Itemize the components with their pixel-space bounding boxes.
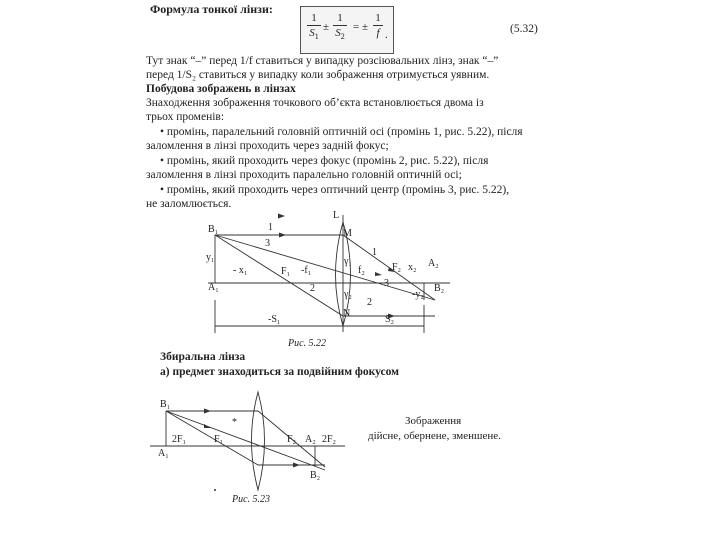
image-note-text: дійсне, обернене, зменшене. xyxy=(368,430,501,442)
s1-sub: 1 xyxy=(314,32,319,42)
sign-note-line2: перед 1/S₂ ставиться у випадку коли зображення отримується уявним. xyxy=(146,69,490,81)
label-n: N xyxy=(343,308,351,319)
label-x1: - x₁ xyxy=(233,265,248,276)
section-title: Побудова зображень в лінзах xyxy=(146,83,296,95)
label-f2-focus: F₂ xyxy=(392,262,402,273)
s2-symbol: S xyxy=(335,27,341,39)
label-m: M xyxy=(343,228,352,239)
equation-number: (5.32) xyxy=(510,23,538,35)
label-2f2: 2F₂ xyxy=(322,434,337,445)
label-b1: B₁ xyxy=(208,224,219,235)
label-x2: x₂ xyxy=(408,262,417,273)
label-2f1: 2F₁ xyxy=(172,434,187,445)
label-gamma2: γ₂ xyxy=(344,289,352,300)
numerator: 1 xyxy=(337,12,343,24)
label-a1: A₁ xyxy=(208,282,219,293)
s2-sub: 2 xyxy=(340,32,345,42)
formula-dot: . xyxy=(385,29,388,41)
label-a2: A₂ xyxy=(428,258,439,269)
bullet2-line1: • промінь, який проходить через фокус (промінь 2, рис. 5.22), після xyxy=(160,155,489,167)
ray-3 xyxy=(215,235,435,300)
label-star: * xyxy=(232,417,237,428)
label-b2-2: B₂ xyxy=(310,470,321,481)
ray-focus-2 xyxy=(166,411,325,465)
label-l: L xyxy=(333,210,340,221)
label-s1: -S₁ xyxy=(268,314,281,325)
ray-1-label-b: 1 xyxy=(372,247,377,258)
denominator: f xyxy=(376,27,380,39)
label-f1-length: -f₁ xyxy=(301,265,312,276)
label-y1: y₁ xyxy=(206,252,215,263)
label-f1-2: F₁ xyxy=(214,434,224,445)
label-f2-2: F₂ xyxy=(287,434,297,445)
image-note-title: Зображення xyxy=(405,415,462,427)
ray-2-label-a: 2 xyxy=(310,283,315,294)
ray-3-label-a: 3 xyxy=(265,238,270,249)
sign-note-line1: Тут знак “–” перед 1/f ставиться у випадку розсіювальних лінз, знак “–” xyxy=(146,55,499,67)
label-b2: B₂ xyxy=(434,283,445,294)
numerator: 1 xyxy=(311,12,317,24)
case-a-subtitle: а) предмет знаходиться за подвійним фокусом xyxy=(160,366,399,378)
ray-2-label-b: 2 xyxy=(367,297,372,308)
plus-minus: ± xyxy=(323,21,330,33)
label-a2-2: A₂ xyxy=(305,434,316,445)
label-gamma1: γ₁ xyxy=(344,256,352,267)
label-f1-focus: F₁ xyxy=(281,266,291,277)
bullet3-line1: • промінь, який проходить через оптичний центр (промінь 3, рис. 5.22), xyxy=(160,184,510,196)
label-s2: S₂ xyxy=(385,314,395,325)
bullet3-line2: не заломлюється. xyxy=(146,198,232,210)
figure-5-22-caption: Рис. 5.22 xyxy=(288,338,327,349)
numerator: 1 xyxy=(375,12,381,24)
intro-line2: трьох променів: xyxy=(146,111,225,123)
s1-symbol: S xyxy=(309,27,315,39)
converging-lens-2 xyxy=(252,392,265,490)
label-b1-2: B₁ xyxy=(160,399,171,410)
label-a1-2: A₁ xyxy=(158,448,169,459)
ray-3-label-b: 3 xyxy=(384,278,389,289)
figure-5-23-caption: Рис. 5.23 xyxy=(232,494,271,505)
bullet2-line2: заломлення в лінзі проходить паралельно головній оптичній осі; xyxy=(146,169,462,181)
ray-center-2 xyxy=(166,411,325,470)
ray-2 xyxy=(215,235,435,316)
formula-heading: Формула тонкої лінзи: xyxy=(150,2,273,16)
ray-1-label-a: 1 xyxy=(268,222,273,233)
label-y2: -y₂ xyxy=(412,289,424,300)
bullet1-line2: заломлення в лінзі проходить через задній фокус; xyxy=(146,140,389,152)
bullet1-line1: • промінь, паралельний головній оптичній осі (промінь 1, рис. 5.22), після xyxy=(160,126,523,138)
equals-plus-minus: = ± xyxy=(353,21,368,33)
label-f2-length: f₂ xyxy=(358,265,365,276)
converging-lens-title: Збиральна лінза xyxy=(160,351,246,363)
intro-line1: Знаходження зображення точкового об’єкта встановлюється двома із xyxy=(146,97,484,109)
